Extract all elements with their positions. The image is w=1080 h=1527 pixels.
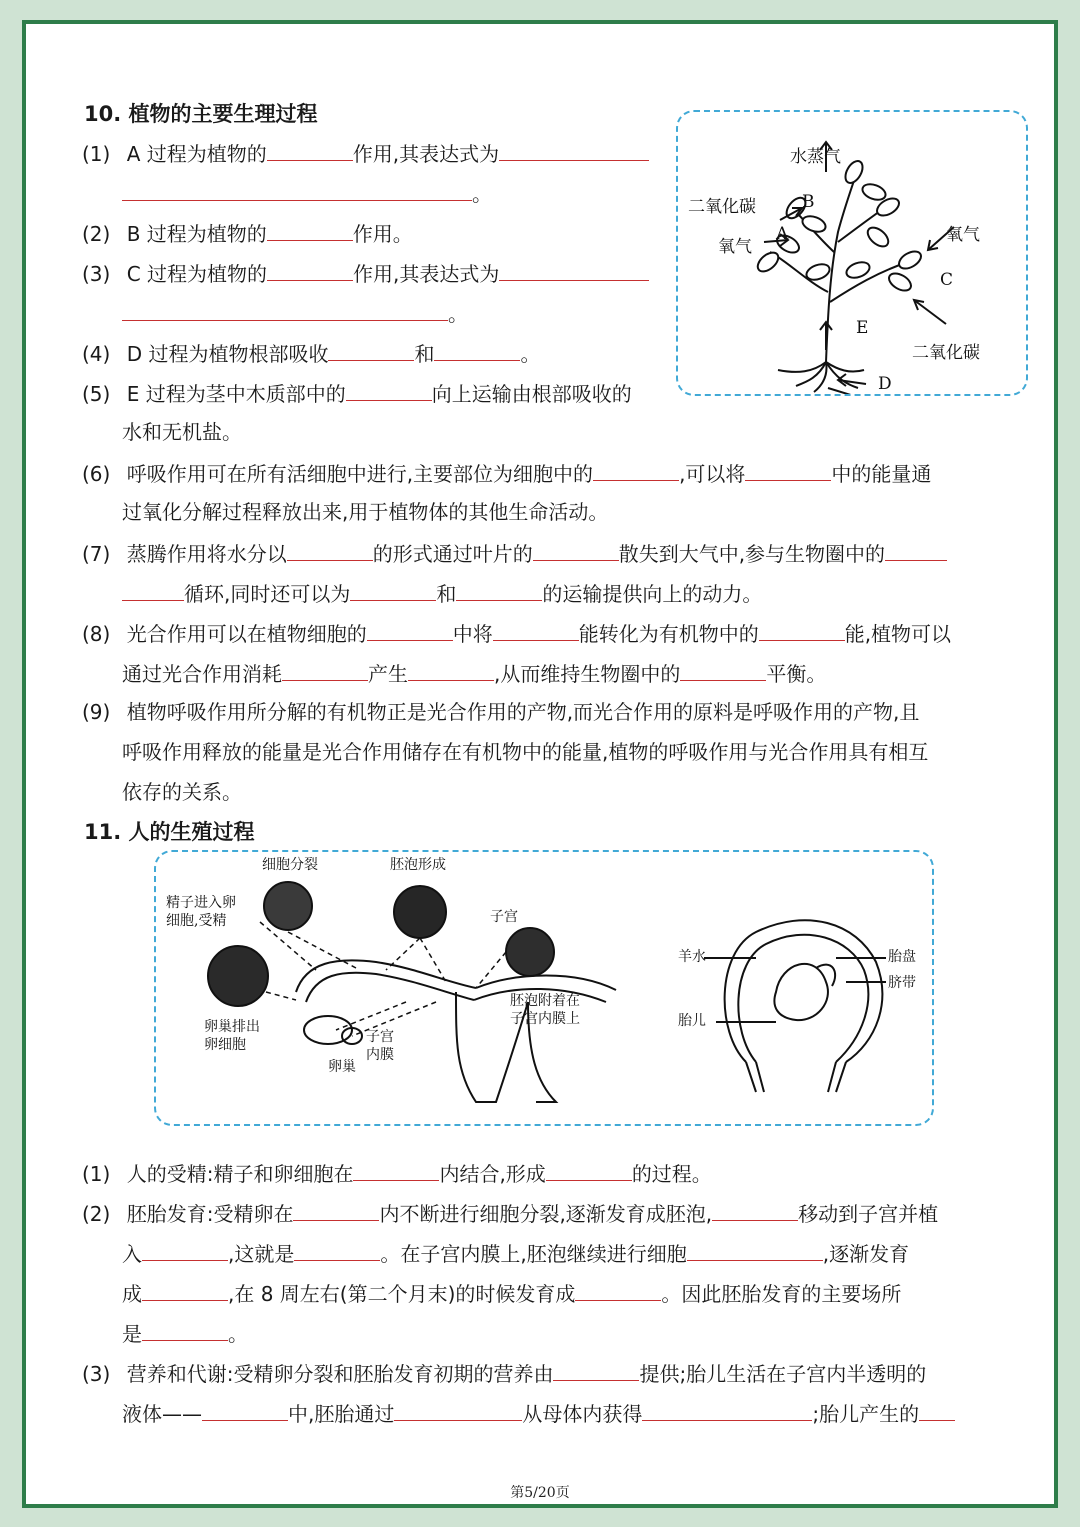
answer-blank[interactable] xyxy=(499,138,649,161)
question-text: ,这就是 xyxy=(228,1242,295,1266)
label-line: 子宫内膜上 xyxy=(510,1011,580,1027)
label-line: 胚泡附着在 xyxy=(510,993,580,1009)
q11-2-cont2 xyxy=(122,1278,901,1306)
question-text: 营养和代谢:受精卵分裂和胚胎发育初期的营养由 xyxy=(126,1362,554,1386)
q10-7 xyxy=(82,538,947,566)
label-line: 细胞,受精 xyxy=(166,913,227,929)
question-text: 是 xyxy=(122,1322,142,1346)
question-text: 成 xyxy=(122,1282,142,1306)
section-10-title: 10. 植物的主要生理过程 xyxy=(84,102,318,126)
label-blastocyst-form: 胚泡形成 xyxy=(390,857,446,873)
q10-5-cont: 水和无机盐。 xyxy=(122,420,242,444)
question-text: 通过光合作用消耗 xyxy=(122,662,282,686)
q10-4 xyxy=(82,338,540,366)
answer-blank[interactable] xyxy=(434,338,520,361)
question-text: 循环,同时还可以为 xyxy=(184,582,351,606)
q11-2-cont xyxy=(122,1238,909,1266)
item-number: (2) xyxy=(82,1202,111,1226)
q10-3 xyxy=(82,258,649,286)
label-umbilical: 脐带 xyxy=(888,975,916,991)
answer-blank[interactable] xyxy=(533,538,619,561)
item-number: (4) xyxy=(82,342,111,366)
q11-2-cont3 xyxy=(122,1318,248,1346)
question-text: 能,植物可以 xyxy=(844,622,952,646)
item-number: (1) xyxy=(82,142,111,166)
period: 。 xyxy=(448,302,468,326)
answer-blank[interactable] xyxy=(593,458,679,481)
q11-3-cont xyxy=(122,1398,955,1426)
item-number: (5) xyxy=(82,382,111,406)
label-water-vapor: 水蒸气 xyxy=(790,147,841,167)
question-text: ,在 8 周左右(第二个月末)的时候发育成 xyxy=(228,1282,576,1306)
item-number: (7) xyxy=(82,542,111,566)
question-text: 平衡。 xyxy=(766,662,827,686)
q10-6-cont: 过氧化分解过程释放出来,用于植物体的其他生命活动。 xyxy=(122,500,609,524)
page-number: 第5/20页 xyxy=(510,1485,570,1501)
question-text: 。因此胚胎发育的主要场所 xyxy=(661,1282,902,1306)
period: 。 xyxy=(228,1322,248,1346)
question-text: 胚胎发育:受精卵在 xyxy=(126,1202,294,1226)
answer-blank[interactable] xyxy=(575,1278,661,1301)
answer-blank[interactable] xyxy=(408,658,494,681)
answer-blank[interactable] xyxy=(142,1278,228,1301)
reproduction-drawing xyxy=(156,852,932,1124)
period: 。 xyxy=(520,342,541,366)
question-text: ,可以将 xyxy=(679,462,746,486)
answer-blank[interactable] xyxy=(759,618,845,641)
label-uterus: 子宫 xyxy=(490,909,518,925)
question-text: C 过程为植物的 xyxy=(126,262,268,286)
q10-9 xyxy=(82,698,919,726)
question-text: ,从而维持生物圈中的 xyxy=(494,662,681,686)
label-line: 精子进入卵 xyxy=(166,895,236,911)
answer-blank[interactable] xyxy=(493,618,579,641)
answer-blank[interactable] xyxy=(546,1158,632,1181)
question-text: ;胎儿产生的 xyxy=(812,1402,920,1426)
question-text: 的运输提供向上的动力。 xyxy=(542,582,763,606)
question-text: 提供;胎儿生活在子宫内半透明的 xyxy=(639,1362,927,1386)
item-number: (6) xyxy=(82,462,111,486)
label-cell-division: 细胞分裂 xyxy=(262,857,318,873)
q10-3-cont xyxy=(122,298,468,326)
answer-blank[interactable] xyxy=(346,378,432,401)
question-text: 移动到子宫并植 xyxy=(798,1202,939,1226)
question-text: 内不断进行细胞分裂,逐渐发育成胚泡, xyxy=(379,1202,713,1226)
question-text: 向上运输由根部吸收的 xyxy=(431,382,632,406)
label-fetus: 胎儿 xyxy=(678,1013,706,1029)
q11-1 xyxy=(82,1158,712,1186)
answer-blank[interactable] xyxy=(350,578,436,601)
q11-2 xyxy=(82,1198,938,1226)
q10-1-cont xyxy=(122,178,492,206)
answer-blank[interactable] xyxy=(267,258,353,281)
answer-blank[interactable] xyxy=(267,138,353,161)
question-text: 能转化为有机物中的 xyxy=(578,622,759,646)
answer-blank[interactable] xyxy=(456,578,542,601)
label-a: A xyxy=(776,224,789,244)
reproduction-diagram-box xyxy=(154,850,934,1126)
period: 。 xyxy=(472,182,492,206)
item-number: (1) xyxy=(82,1162,111,1186)
answer-blank[interactable] xyxy=(680,658,766,681)
question-text: 内结合,形成 xyxy=(439,1162,546,1186)
label-ovary: 卵巢 xyxy=(328,1059,356,1075)
label-placenta: 胎盘 xyxy=(888,949,916,965)
question-text: 散失到大气中,参与生物圈中的 xyxy=(618,542,886,566)
q10-2 xyxy=(82,218,413,246)
item-number: (8) xyxy=(82,622,111,646)
question-text: 从母体内获得 xyxy=(522,1402,643,1426)
answer-blank[interactable] xyxy=(712,1198,798,1221)
question-text: D 过程为植物根部吸收 xyxy=(126,342,329,366)
item-number: (3) xyxy=(82,262,111,286)
label-line: 卵巢排出 xyxy=(204,1019,260,1035)
question-text: 液体—— xyxy=(122,1402,202,1426)
question-text: 的过程。 xyxy=(631,1162,712,1186)
question-text: 的形式通过叶片的 xyxy=(372,542,533,566)
worksheet-page xyxy=(22,20,1058,1508)
answer-blank[interactable] xyxy=(142,1318,228,1341)
label-e: E xyxy=(856,318,869,338)
q10-1 xyxy=(82,138,649,166)
answer-blank[interactable] xyxy=(122,578,184,601)
q11-3 xyxy=(82,1358,926,1386)
question-text: 蒸腾作用将水分以 xyxy=(126,542,287,566)
item-number: (2) xyxy=(82,222,111,246)
answer-blank[interactable] xyxy=(122,178,472,201)
q10-9-cont2: 依存的关系。 xyxy=(122,780,242,804)
answer-blank[interactable] xyxy=(293,1198,379,1221)
question-text: 人的受精:精子和卵细胞在 xyxy=(126,1162,354,1186)
q10-9-cont: 呼吸作用释放的能量是光合作用储存在有机物中的能量,植物的呼吸作用与光合作用具有相互 xyxy=(122,740,929,764)
answer-blank[interactable] xyxy=(122,298,448,321)
question-text: 和 xyxy=(436,582,457,606)
label-co2-top: 二氧化碳 xyxy=(688,197,756,217)
label-o2-right: 氧气 xyxy=(946,225,980,245)
answer-blank[interactable] xyxy=(553,1358,639,1381)
label-c: C xyxy=(940,270,954,290)
answer-blank[interactable] xyxy=(287,538,373,561)
label-amniotic: 羊水 xyxy=(678,949,706,965)
question-text: B 过程为植物的 xyxy=(126,222,267,246)
question-text: 。在子宫内膜上,胚泡继续进行细胞 xyxy=(380,1242,687,1266)
label-attach xyxy=(510,992,580,1028)
answer-blank[interactable] xyxy=(394,1398,522,1421)
answer-blank[interactable] xyxy=(499,258,649,281)
question-text: A 过程为植物的 xyxy=(126,142,267,166)
answer-blank[interactable] xyxy=(687,1238,823,1261)
question-text: 呼吸作用可在所有活细胞中进行,主要部位为细胞中的 xyxy=(126,462,594,486)
item-number: (9) xyxy=(82,700,111,724)
plant-diagram-box xyxy=(676,110,1028,396)
answer-blank[interactable] xyxy=(282,658,368,681)
q10-6 xyxy=(82,458,931,486)
question-text: 作用,其表达式为 xyxy=(353,262,500,286)
item-number: (3) xyxy=(82,1362,111,1386)
answer-blank[interactable] xyxy=(267,218,353,241)
question-text: 中,胚胎通过 xyxy=(288,1402,395,1426)
question-text: 和 xyxy=(414,342,435,366)
section-11-title: 11. 人的生殖过程 xyxy=(84,820,255,844)
question-text: ,逐渐发育 xyxy=(822,1242,910,1266)
question-text: 作用,其表达式为 xyxy=(352,142,500,166)
question-text: 中的能量通 xyxy=(831,462,932,486)
answer-blank[interactable] xyxy=(367,618,453,641)
q10-5 xyxy=(82,378,632,406)
question-text: 光合作用可以在植物细胞的 xyxy=(126,622,367,646)
question-text: 植物呼吸作用所分解的有机物正是光合作用的产物,而光合作用的原料是呼吸作用的产物,且 xyxy=(126,700,920,724)
q10-7-cont xyxy=(122,578,762,606)
question-text: 产生 xyxy=(368,662,408,686)
label-sperm-enter xyxy=(166,894,236,930)
answer-blank[interactable] xyxy=(202,1398,288,1421)
question-text: 入 xyxy=(122,1242,142,1266)
label-ovary-release xyxy=(204,1018,260,1054)
answer-blank[interactable] xyxy=(294,1238,380,1261)
label-b: B xyxy=(802,192,815,212)
answer-blank[interactable] xyxy=(642,1398,812,1421)
question-text: E 过程为茎中木质部中的 xyxy=(126,382,346,406)
label-o2-left: 氧气 xyxy=(718,237,752,257)
label-line: 内膜 xyxy=(366,1047,394,1063)
q10-8 xyxy=(82,618,951,646)
answer-blank[interactable] xyxy=(745,458,831,481)
label-endometrium xyxy=(366,1028,394,1064)
answer-blank[interactable] xyxy=(353,1158,439,1181)
question-text: 中将 xyxy=(452,622,493,646)
label-co2-bottom: 二氧化碳 xyxy=(912,343,980,363)
question-text: 作用。 xyxy=(352,222,413,246)
answer-blank[interactable] xyxy=(328,338,414,361)
answer-blank[interactable] xyxy=(919,1398,955,1421)
answer-blank[interactable] xyxy=(142,1238,228,1261)
answer-blank[interactable] xyxy=(885,538,947,561)
label-line: 子宫 xyxy=(366,1029,394,1045)
q10-8-cont xyxy=(122,658,826,686)
label-line: 卵细胞 xyxy=(204,1037,246,1053)
label-d: D xyxy=(878,374,892,394)
